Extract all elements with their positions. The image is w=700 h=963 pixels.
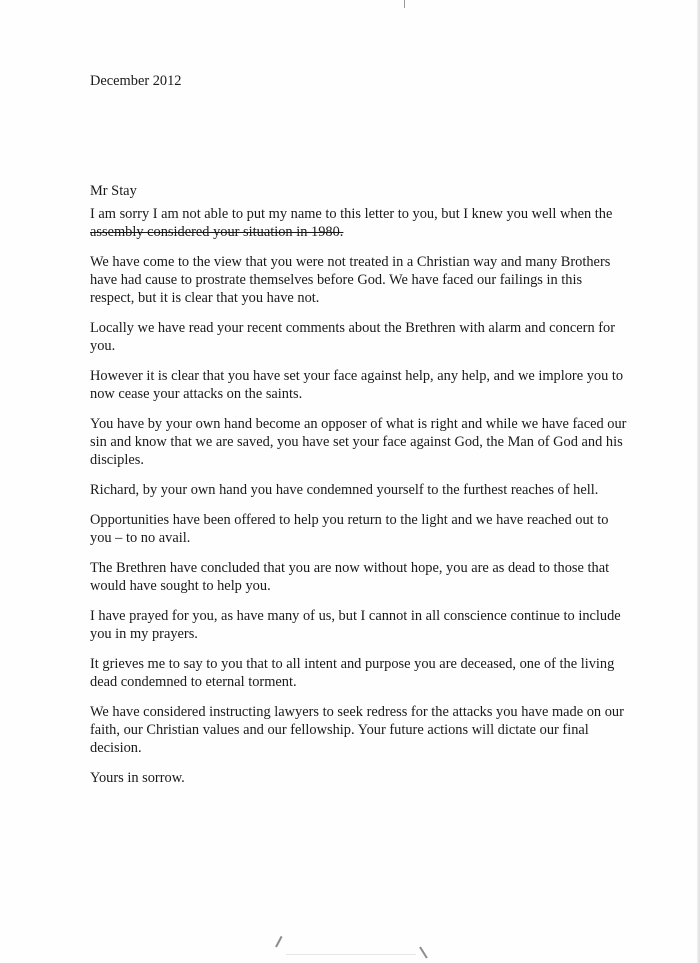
paragraph-line: now cease your attacks on the saints.: [90, 386, 303, 402]
paragraph-line: sin and know that we are saved, you have set your face against God, the Man of God and his: [90, 434, 623, 450]
paragraph-line: You have by your own hand become an opposer of what is right and while we have faced our: [90, 416, 627, 432]
paragraph-line: you in my prayers.: [90, 626, 198, 642]
paragraph-line: Richard, by your own hand you have condemned yourself to the furthest reaches of hell.: [90, 482, 599, 498]
paragraph-line: It grieves me to say to you that to all intent and purpose you are deceased, one of the living: [90, 656, 615, 672]
paragraph-6: [90, 481, 635, 499]
scan-artifact-bottom-left: [275, 936, 282, 948]
paragraph-11: [90, 703, 635, 757]
paragraph-line: decision.: [90, 740, 142, 756]
paragraph-7: [90, 511, 635, 547]
paragraph-line: However it is clear that you have set your face against help, any help, and we implore you to: [90, 368, 624, 384]
paragraph-line: I have prayed for you, as have many of us, but I cannot in all conscience continue to include: [90, 608, 621, 624]
scan-artifact-bottom-right: [419, 946, 428, 958]
paragraph-10: [90, 655, 635, 691]
paragraph-line: you – to no avail.: [90, 530, 191, 546]
paragraph-line: Locally we have read your recent comments about the Brethren with alarm and concern for: [90, 320, 616, 336]
paragraph-4: [90, 367, 635, 403]
paragraph-5: [90, 415, 635, 469]
letter-salutation: Mr Stay: [90, 183, 137, 199]
paragraph-9: [90, 607, 635, 643]
paragraph-line: disciples.: [90, 452, 144, 468]
scan-artifact-top: [404, 0, 405, 8]
paragraph-line: We have come to the view that you were not treated in a Christian way and many Brothers: [90, 254, 611, 270]
paragraph-line: have had cause to prostrate themselves before God. We have faced our failings in this: [90, 272, 583, 288]
paragraph-line: dead condemned to eternal torment.: [90, 674, 297, 690]
letter-body: [90, 205, 635, 787]
letter-closing: Yours in sorrow.: [90, 770, 185, 786]
paragraph-3: [90, 319, 635, 355]
paragraph-line: I am sorry I am not able to put my name to this letter to you, but I knew you well when the: [90, 206, 613, 222]
paragraph-line: would have sought to help you.: [90, 578, 271, 594]
paragraph-2: [90, 253, 635, 307]
paragraph-line: faith, our Christian values and our fellowship. Your future actions will dictate our final: [90, 722, 589, 738]
paragraph-line: you.: [90, 338, 116, 354]
paragraph-1: [90, 205, 635, 241]
paragraph-line: The Brethren have concluded that you are now without hope, you are as dead to those that: [90, 560, 610, 576]
scan-artifact-bottom-line: [286, 954, 416, 955]
paragraph-line-struck-through: assembly considered your situation in 1980.: [90, 224, 344, 240]
paragraph-8: [90, 559, 635, 595]
paragraph-line: We have considered instructing lawyers to seek redress for the attacks you have made on our: [90, 704, 624, 720]
paragraph-line: Opportunities have been offered to help you return to the light and we have reached out to: [90, 512, 609, 528]
paragraph-line: respect, but it is clear that you have not.: [90, 290, 320, 306]
letter-date: December 2012: [90, 73, 182, 89]
